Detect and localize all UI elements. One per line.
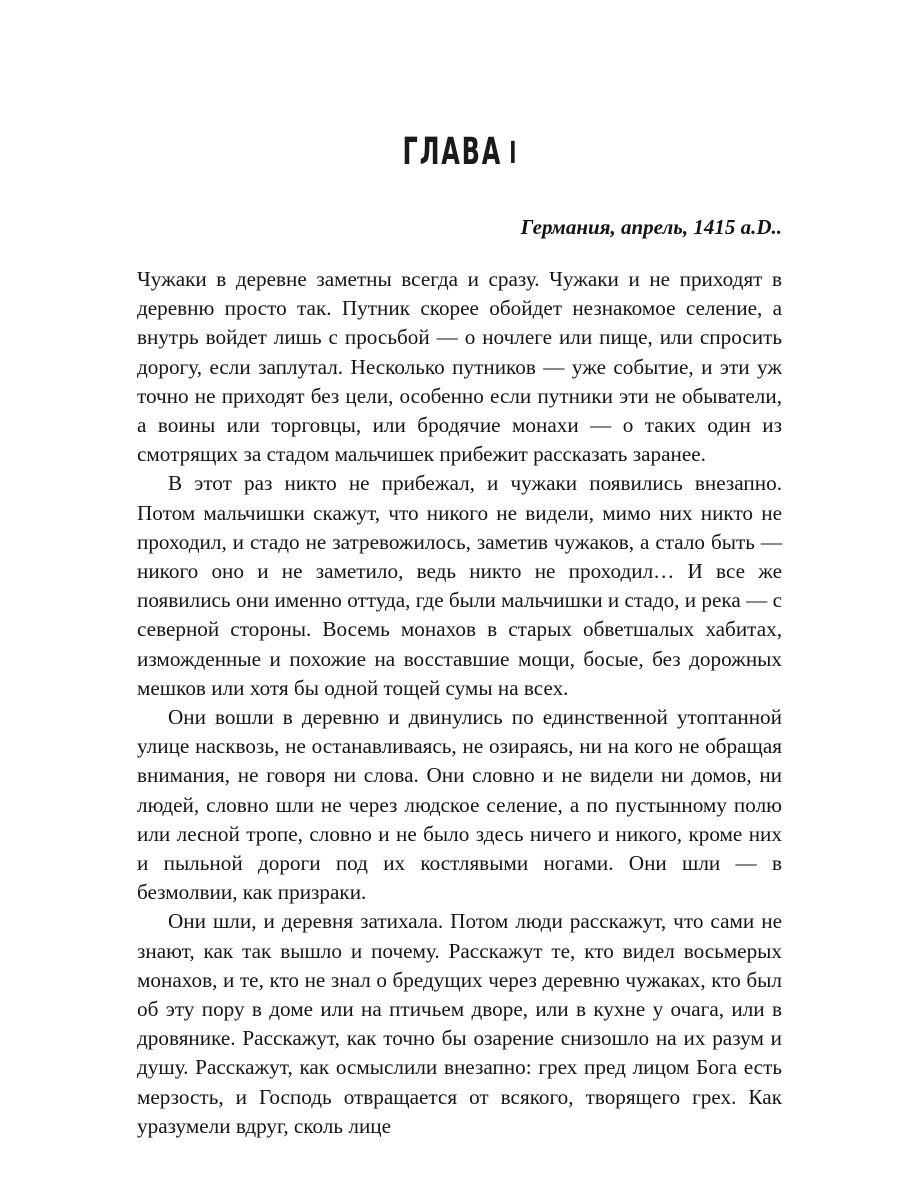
paragraph: Чужаки в деревне заметны всегда и сразу. Чужаки и не приходят в деревню просто так. Путник скорее обойдет незнакомое селение, а внутрь войдет лишь с просьбой — о ночлеге или пище, или спросить дорогу, если заплутал. Несколько путников — уже событие, и эти уж точно не приходят без цели, особенно если путники эти не обыватели, а воины или торговцы, или бродячие монахи — о таких один из смотрящих за стадом мальчишек прибежит рассказать заранее. xyxy=(137,267,782,467)
paragraph: В этот раз никто не прибежал, и чужаки появились внезапно. Потом мальчишки скажут, что никого не видели, мимо них никто не проходил, и стадо не затревожилось, заметив чужаков, а стало быть — никого оно и не заметило, ведь никто не проходил… И все же появились они именно оттуда, где были мальчишки и стадо, и река — с северной стороны. Восемь монахов в старых обветшалых хабитах, изможденные и похожие на восставшие мощи, босые, без дорожных мешков или хотя бы одной тощей сумы на всех. xyxy=(137,471,782,700)
chapter-heading-label: ГЛАВА xyxy=(402,130,503,173)
chapter-heading xyxy=(227,130,691,173)
paragraph: Они вошли в деревню и двинулись по единственной утоптанной улице насквозь, не останавливаясь, не озираясь, ни на кого не обращая внимания, не говоря ни слова. Они словно и не видели ни домов, ни людей, словно шли не через людское селение, а по пустынному полю или лесной тропе, словно и не было здесь ничего и никого, кроме них и пыльной дороги под их костлявыми ногами. Они шли — в безмолвии, как призраки. xyxy=(137,705,782,905)
paragraph: Они шли, и деревня затихала. Потом люди расскажут, что сами не знают, как так вышло и почему. Расскажут те, кто видел восьмерых монахов, и те, кто не знал о бредущих через деревню чужаках, кто был об эту пору в доме или на птичьем дворе, или в кухне у очага, или в дровянике. Расскажут, как точно бы озарение снизошло на их разум и душу. Расскажут, как осмыслили внезапно: грех пред лицом Бога есть мерзость, и Господь отвращается от всякого, творящего грех. Как уразумели вдруг, сколь лице xyxy=(137,909,782,1138)
body-text xyxy=(137,265,782,1141)
epigraph: Германия, апрель, 1415 a.D.. xyxy=(520,215,782,239)
chapter-heading-numeral: I xyxy=(509,136,517,171)
